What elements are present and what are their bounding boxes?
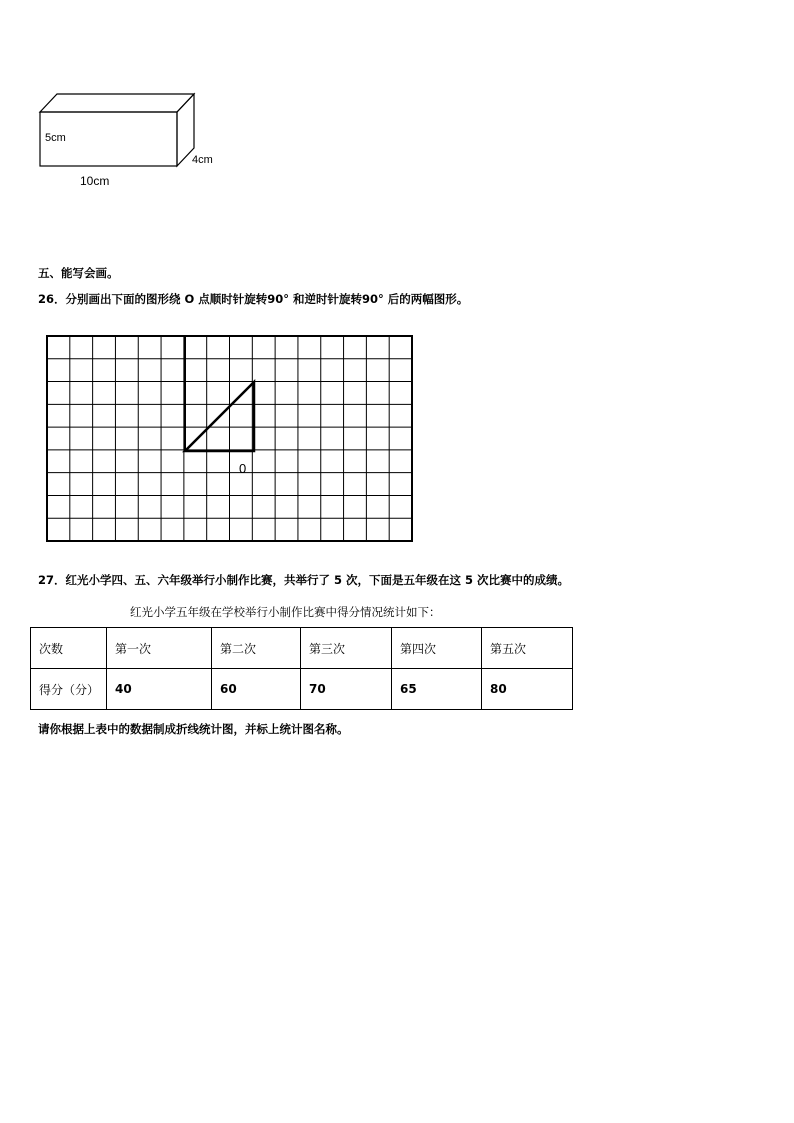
table-caption: 红光小学五年级在学校举行小制作比赛中得分情况统计如下：: [130, 605, 441, 619]
table-cell: 70: [301, 669, 392, 710]
table-cell: 40: [107, 669, 212, 710]
table-header-cell: 第三次: [301, 628, 392, 669]
cuboid-height-label: 5cm: [45, 132, 66, 144]
section-heading: 五、能写会画。: [38, 266, 119, 280]
table-cell: 80: [482, 669, 573, 710]
rotation-grid: [0, 0, 440, 560]
table-row: [31, 669, 573, 710]
score-table: [30, 627, 573, 710]
table-header-cell: 第二次: [212, 628, 301, 669]
rotation-point-label: 0: [239, 461, 247, 476]
table-header-cell: 第一次: [107, 628, 212, 669]
question-27-text: 27．红光小学四、五、六年级举行小制作比赛，共举行了 5 次，下面是五年级在这 5 次比赛中的成绩。: [38, 573, 570, 587]
cuboid-depth-label: 4cm: [192, 154, 213, 166]
right-triangle-shape: [185, 382, 254, 451]
cuboid-length-label: 10cm: [80, 174, 110, 188]
table-cell: 得分（分）: [31, 669, 107, 710]
table-cell: 65: [392, 669, 482, 710]
table-header-row: [31, 628, 573, 669]
table-cell: 60: [212, 669, 301, 710]
question-26-text: 26．分别画出下面的图形绕 O 点顺时针旋转90° 和逆时针旋转90° 后的两幅图形。: [38, 292, 469, 306]
table-header-cell: 次数: [31, 628, 107, 669]
table-header-cell: 第五次: [482, 628, 573, 669]
table-header-cell: 第四次: [392, 628, 482, 669]
chart-instruction: 请你根据上表中的数据制成折线统计图，并标上统计图名称。: [38, 722, 349, 736]
